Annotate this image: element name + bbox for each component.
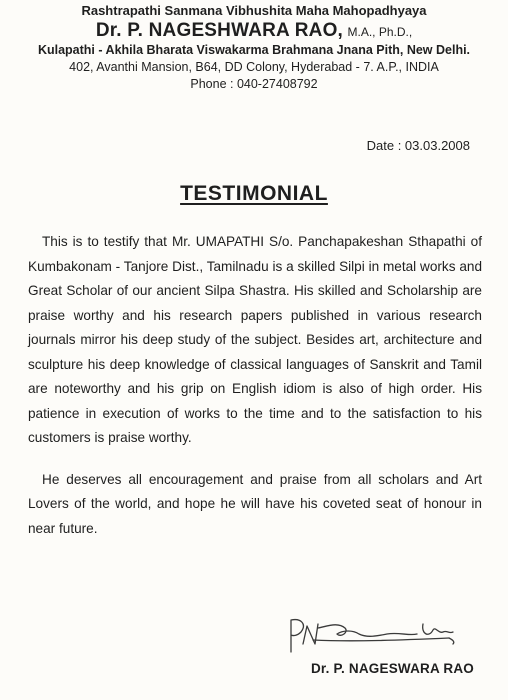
letterhead-degrees: M.A., Ph.D., [347,25,413,39]
body-paragraph-2: He deserves all encouragement and praise from all scholars and Art Lovers of the world, and hope he will have his coveted seat of honour in near future. [28,471,482,536]
testimonial-body [28,230,482,558]
letterhead-name: Dr. P. NAGESHWARA RAO, [95,20,344,41]
letterhead-title: Kulapathi - Akhila Bharata Viswakarma Brahmana Jnana Pith, New Delhi. [37,43,471,57]
letterhead-honorific: Rashtrapathi Sanmana Vibhushita Maha Mahopadhyaya [81,3,427,18]
document-date: Date : 03.03.2008 [366,138,470,153]
body-paragraph-1: This is to testify that Mr. UMAPATHI S/o. Panchapakeshan Sthapathi of Kumbakonam - Tanjore Dist., Tamilnadu is a skilled Silpi in metal works and Great Scholar of our ancient Silpa Shastra. His skilled and Scholarship are praise worthy and his research papers published in various research journals mirror his deep study of the subject. Besides art, architecture and sculpture his deep knowledge of classical languages of Sanskrit and Tamil are noteworthy and his grip on English idiom is also of high order. His patience in execution of works to the time and to the satisfaction to his customers is praise worthy. [28,234,482,445]
letterhead-phone: Phone : 040-27408792 [190,77,318,91]
handwritten-signature [283,614,463,660]
signatory-name: Dr. P. NAGESWARA RAO [310,661,474,676]
letterhead-name-row [0,21,508,40]
letterhead-address: 402, Avanthi Mansion, B64, DD Colony, Hyderabad - 7. A.P., INDIA [69,59,439,74]
document-title: TESTIMONIAL [180,182,328,205]
letterhead [0,4,508,91]
